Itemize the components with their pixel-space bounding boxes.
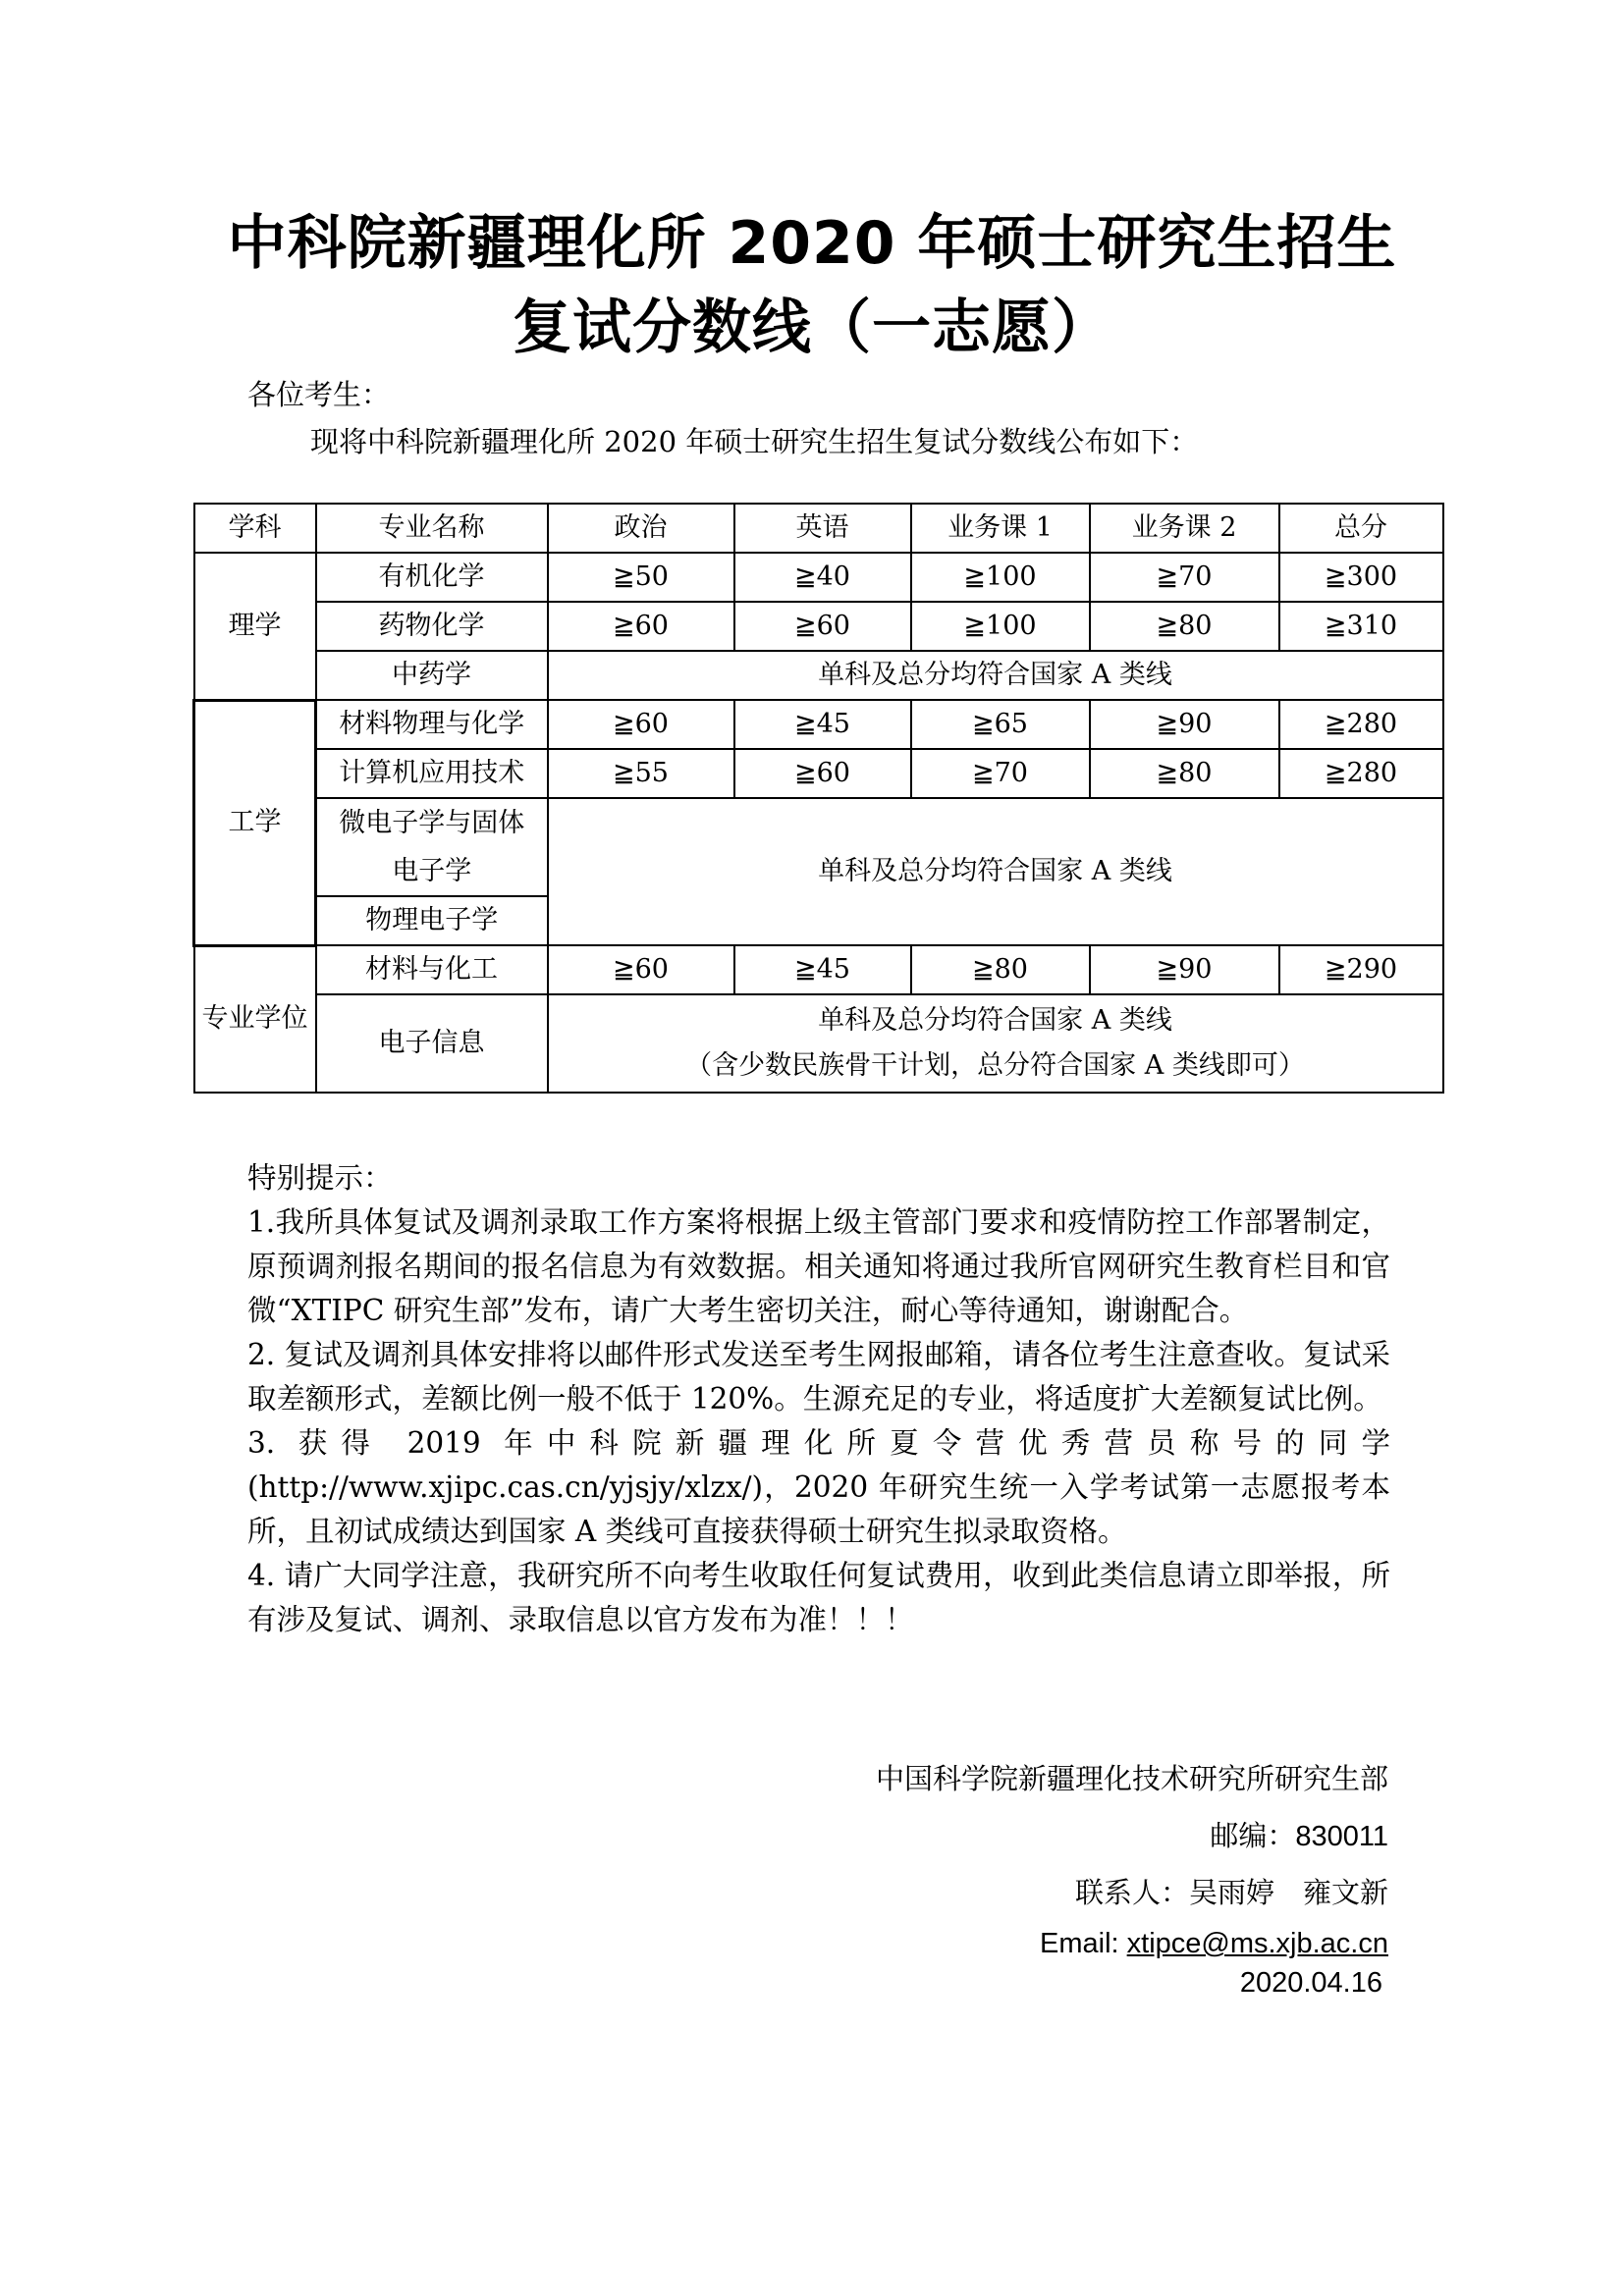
score-cell: ≧100 [911, 602, 1090, 651]
header-discipline: 学科 [194, 504, 316, 553]
note-item: 1.我所具体复试及调剂录取工作方案将根据上级主管部门要求和疫情防控工作部署制定，原预调剂报名期间的报名信息为有效数据。相关通知将通过我所官网研究生教育栏目和官微“XTIPC 研究生部”发布，请广大考生密切关注，耐心等待通知，谢谢配合。 [247, 1205, 1390, 1327]
requirement-line: 单科及总分均符合国家 A 类线 [818, 1005, 1172, 1036]
major-cell-multiline [316, 798, 548, 896]
merged-requirement-cell: 单科及总分均符合国家 A 类线 [548, 798, 1443, 945]
table-row [194, 945, 1443, 994]
score-cell: ≧60 [548, 700, 734, 749]
table-row [194, 602, 1443, 651]
table-header-row [194, 504, 1443, 553]
score-cell: ≧80 [1090, 749, 1279, 798]
header-major: 专业名称 [316, 504, 548, 553]
major-cell: 电子信息 [316, 994, 548, 1093]
email-label: Email: [1040, 1928, 1127, 1959]
email-link[interactable]: xtipce@ms.xjb.ac.cn [1126, 1928, 1388, 1959]
score-cell: ≧55 [548, 749, 734, 798]
note-item: 4. 请广大同学注意，我研究所不向考生收取任何复试费用，收到此类信息请立即举报，所有涉及复试、调剂、录取信息以官方发布为准！！！ [247, 1559, 1390, 1636]
document-title-line1: 中科院新疆理化所 2020 年硕士研究生招生 [227, 209, 1397, 278]
table-row [194, 553, 1443, 602]
score-cell: ≧280 [1279, 749, 1443, 798]
header-course1: 业务课 1 [911, 504, 1090, 553]
score-cell: ≧65 [911, 700, 1090, 749]
score-cell: ≧60 [734, 602, 911, 651]
score-cell: ≧50 [548, 553, 734, 602]
score-cell: ≧80 [911, 945, 1090, 994]
table-row [194, 700, 1443, 749]
table-row [194, 651, 1443, 700]
group-engineering: 工学 [194, 700, 316, 945]
signature-email [1040, 1928, 1388, 1960]
major-cell: 材料与化工 [316, 945, 548, 994]
requirement-note: （含少数民族骨干计划，总分符合国家 A 类线即可） [685, 1050, 1305, 1081]
score-cell: ≧60 [548, 945, 734, 994]
score-cell: ≧70 [911, 749, 1090, 798]
signature-org: 中国科学院新疆理化技术研究所研究生部 [875, 1762, 1388, 1795]
score-cell: ≧80 [1090, 602, 1279, 651]
score-cell: ≧280 [1279, 700, 1443, 749]
score-cell: ≧60 [548, 602, 734, 651]
score-table [192, 503, 1444, 1094]
score-cell: ≧60 [734, 749, 911, 798]
signature-date: 2020.04.16 [1239, 1967, 1382, 1999]
major-line: 微电子学与固体 [339, 808, 525, 838]
header-course2: 业务课 2 [1090, 504, 1279, 553]
intro-paragraph: 现将中科院新疆理化所 2020 年硕士研究生招生复试分数线公布如下： [310, 425, 1199, 458]
note-item: 3. 获得 2019 年中科院新疆理化所夏令营优秀营员称号的同学(http://www.xjipc.cas.cn/yjsjy/xlzx/)，2020 年研究生统一入学考试第一志愿报考本所，且初试成绩达到国家 A 类线可直接获得硕士研究生拟录取资格。 [247, 1426, 1390, 1548]
score-cell: ≧300 [1279, 553, 1443, 602]
group-professional: 专业学位 [194, 945, 316, 1093]
header-politics: 政治 [548, 504, 734, 553]
signature-postcode [1210, 1814, 1388, 1854]
score-cell: ≧90 [1090, 700, 1279, 749]
header-total: 总分 [1279, 504, 1443, 553]
score-cell: ≧90 [1090, 945, 1279, 994]
score-cell: ≧45 [734, 700, 911, 749]
greeting: 各位考生： [247, 378, 391, 411]
score-cell: ≧290 [1279, 945, 1443, 994]
merged-requirement-cell [548, 994, 1443, 1093]
table-row [194, 994, 1443, 1093]
signature-contact: 联系人：吴雨婷 雍文新 [1074, 1876, 1388, 1909]
group-science: 理学 [194, 553, 316, 700]
notes-heading: 特别提示： [247, 1161, 393, 1195]
score-cell: ≧40 [734, 553, 911, 602]
table-row [194, 749, 1443, 798]
major-cell: 材料物理与化学 [316, 700, 548, 749]
major-cell: 计算机应用技术 [316, 749, 548, 798]
score-cell: ≧70 [1090, 553, 1279, 602]
major-cell: 中药学 [316, 651, 548, 700]
major-cell: 有机化学 [316, 553, 548, 602]
table-row [194, 798, 1443, 896]
score-cell: ≧310 [1279, 602, 1443, 651]
major-line: 电子学 [392, 856, 472, 886]
merged-requirement-cell: 单科及总分均符合国家 A 类线 [548, 651, 1443, 700]
score-cell: ≧100 [911, 553, 1090, 602]
postcode-label: 邮编： [1210, 1819, 1296, 1852]
major-cell: 药物化学 [316, 602, 548, 651]
note-item: 2. 复试及调剂具体安排将以邮件形式发送至考生网报邮箱，请各位考生注意查收。复试采取差额形式，差额比例一般不低于 120%。生源充足的专业，将适度扩大差额复试比例。 [247, 1338, 1390, 1415]
major-cell: 物理电子学 [316, 896, 548, 945]
score-cell: ≧45 [734, 945, 911, 994]
postcode-value: 830011 [1295, 1821, 1388, 1852]
special-notes [247, 1156, 1390, 1642]
document-title-line2: 复试分数线（一志愿） [513, 294, 1111, 362]
header-english: 英语 [734, 504, 911, 553]
